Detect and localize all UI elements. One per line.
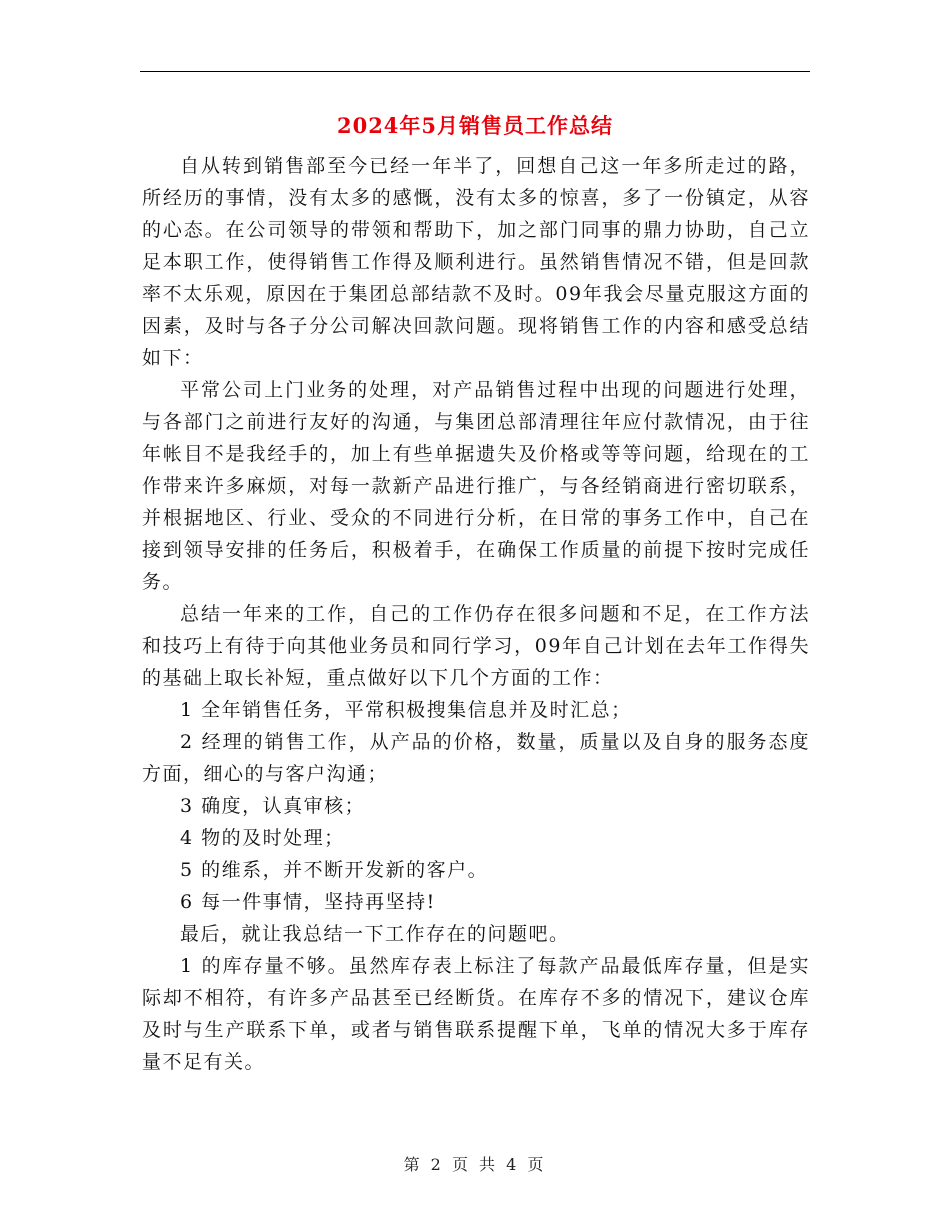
page-number: 第 2 页 共 4 页: [403, 1155, 547, 1174]
list-item: 1 的库存量不够。虽然库存表上标注了每款产品最低库存量，但是实际却不相符，有许多产品甚至已经断货。在库存不多的情况下，建议仓库及时与生产联系下单，或者与销售联系提醒下单，飞单的情况大多于库存量不足有关。: [142, 955, 810, 1073]
list-item: 3 确度，认真审核；: [180, 795, 366, 817]
paragraph-intro: 自从转到销售部至今已经一年半了，回想自己这一年多所走过的路，所经历的事情，没有太多的感慨，没有太多的惊喜，多了一份镇定，从容的心态。在公司领导的带领和帮助下，加之部门同事的鼎力协助，自己立足本职工作，使得销售工作得及顺利进行。虽然销售情况不错，但是回款率不太乐观，原因在于集团总部结款不及时。09年我会尽量克服这方面的因素，及时与各子分公司解决回款问题。现将销售工作的内容和感受总结如下：: [142, 155, 810, 369]
document-body: [142, 150, 810, 1078]
paragraph-daily-work: 平常公司上门业务的处理，对产品销售过程中出现的问题进行处理，与各部门之前进行友好的沟通，与集团总部清理往年应付款情况，由于往年帐目不是我经手的，加上有些单据遗失及价格或等等问题，给现在的工作带来许多麻烦，对每一款新产品进行推广，与各经销商进行密切联系，并根据地区、行业、受众的不同进行分析，在日常的事务工作中，自己在接到领导安排的任务后，积极着手，在确保工作质量的前提下按时完成任务。: [142, 379, 810, 593]
list-item: 5 的维系，并不断开发新的客户。: [180, 859, 489, 881]
list-item: 2 经理的销售工作，从产品的价格，数量，质量以及自身的服务态度方面，细心的与客户沟通；: [142, 731, 810, 785]
document-title: 2024年5月销售员工作总结: [336, 113, 614, 138]
paragraph-problems-intro: 最后，就让我总结一下工作存在的问题吧。: [180, 923, 570, 945]
list-item: 4 物的及时处理；: [180, 827, 345, 849]
header-rule: [140, 71, 810, 72]
paragraph-summary-plan: 总结一年来的工作，自己的工作仍存在很多问题和不足，在工作方法和技巧上有待于向其他业务员和同行学习，09年自己计划在去年工作得失的基础上取长补短，重点做好以下几个方面的工作：: [142, 603, 810, 689]
list-item: 6 每一件事情，坚持再坚持!: [180, 891, 436, 913]
list-item: 1 全年销售任务，平常积极搜集信息并及时汇总；: [180, 699, 632, 721]
